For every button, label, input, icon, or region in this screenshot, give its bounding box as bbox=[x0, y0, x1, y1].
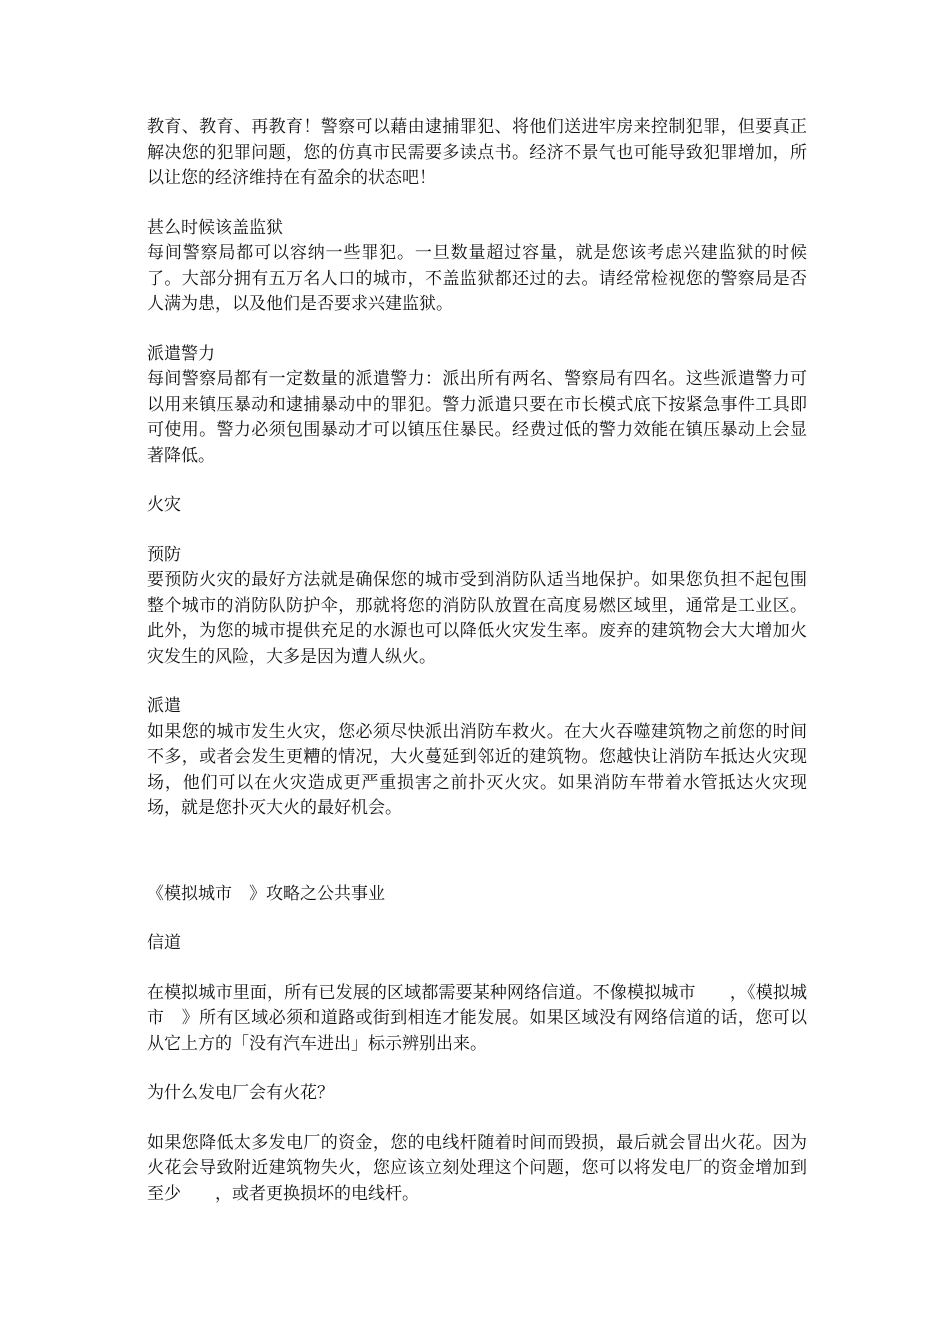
dispatch-fire-paragraph: 如果您的城市发生火灾，您必须尽快派出消防车救火。在大火吞噬建筑物之前您的时间不多，或者会发生更糟的情况，大火蔓延到邻近的建筑物。您越快让消防车抵达火灾现场，他们可以在火灾造成更严重损害之前扑灭火灾。如果消防车带着水管抵达火灾现场，就是您扑灭大火的最好机会。 bbox=[147, 721, 807, 818]
dispatch-police-section bbox=[147, 342, 807, 470]
dispatch-fire-section bbox=[147, 694, 807, 822]
section-title: 《模拟城市 》攻略之公共事业 bbox=[147, 883, 385, 904]
prison-section bbox=[147, 216, 807, 318]
prison-paragraph: 每间警察局都可以容纳一些罪犯。一旦数量超过容量，就是您该考虑兴建监狱的时候了。大部分拥有五万名人口的城市，不盖监狱都还过的去。请经常检视您的警察局是否人满为患，以及他们是否要求兴建监狱。 bbox=[147, 243, 807, 314]
prevention-section bbox=[147, 543, 807, 671]
section-spacer bbox=[147, 846, 807, 882]
prison-heading: 甚么时候该盖监狱 bbox=[147, 217, 283, 238]
sparks-paragraph: 如果您降低太多发电厂的资金，您的电线杆随着时间而毁损，最后就会冒出火花。因为火花会导致附近建筑物失火，您应该立刻处理这个问题，您可以将发电厂的资金增加到至少 ，或者更换损坏的电线杆。 bbox=[147, 1132, 807, 1204]
channel-heading: 信道 bbox=[147, 933, 181, 953]
dispatch-police-heading: 派遣警力 bbox=[147, 343, 215, 364]
prevention-heading: 预防 bbox=[147, 544, 181, 565]
prevention-paragraph: 要预防火灾的最好方法就是确保您的城市受到消防队适当地保护。如果您负担不起包围整个城市的消防队防护伞，那就将您的消防队放置在高度易燃区域里，通常是工业区。此外，为您的城市提供充足的水源也可以降低火灾发生率。废弃的建筑物会大大增加火灾发生的风险，大多是因为遭人纵火。 bbox=[147, 570, 807, 667]
fire-heading: 火灾 bbox=[147, 495, 181, 515]
sparks-heading: 为什么发电厂会有火花？ bbox=[147, 1083, 334, 1103]
channel-paragraph: 在模拟城市里面，所有已发展的区域都需要某种网络信道。不像模拟城市 ，《模拟城市 》所有区域必须和道路或街到相连才能发展。如果区域没有网络信道的话，您可以从它上方的「没有汽车进出」标示辨别出来。 bbox=[147, 982, 807, 1054]
education-paragraph: 教育、教育、再教育！警察可以藉由逮捕罪犯、将他们送进牢房来控制犯罪，但要真正解决您的犯罪问题，您的仿真市民需要多读点书。经济不景气也可能导致犯罪增加，所以让您的经济维持在有盈余的状态吧！ bbox=[147, 117, 807, 188]
dispatch-police-paragraph: 每间警察局都有一定数量的派遣警力：派出所有两名、警察局有四名。这些派遣警力可以用来镇压暴动和逮捕暴动中的罪犯。警力派遣只要在市长模式底下按紧急事件工具即可使用。警力必须包围暴动才可以镇压住暴民。经费过低的警力效能在镇压暴动上会显著降低。 bbox=[147, 369, 807, 466]
document-page bbox=[147, 115, 807, 1231]
dispatch-fire-heading: 派遣 bbox=[147, 696, 181, 716]
